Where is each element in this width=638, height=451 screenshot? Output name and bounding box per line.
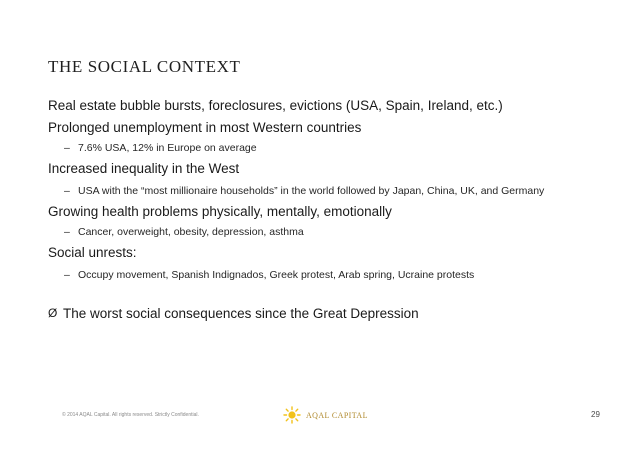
sub-bullet-dash: – <box>64 269 70 281</box>
sub-bullet-dash: – <box>64 185 70 197</box>
conclusion <box>48 304 608 323</box>
sub-bullet-text: Occupy movement, Spanish Indignados, Greek protest, Arab spring, Ucraine protests <box>78 269 475 281</box>
sub-bullet-text: 7.6% USA, 12% in Europe on average <box>78 142 257 154</box>
conclusion-text: The worst social consequences since the Great Depression <box>63 306 419 321</box>
title-divider <box>48 84 618 85</box>
company-logo <box>283 406 368 424</box>
page-number: 29 <box>591 410 600 419</box>
slide-title: THE SOCIAL CONTEXT <box>48 57 241 76</box>
arrow-bullet-icon: Ø <box>48 306 58 320</box>
bullet-social-unrests: Social unrests: <box>48 245 137 260</box>
sub-bullet-dash: – <box>64 226 70 238</box>
sub-bullet-inequality <box>48 183 608 199</box>
sub-bullet-social-unrests <box>48 267 608 283</box>
bullet-real-estate: Real estate bubble bursts, foreclosures, evictions (USA, Spain, Ireland, etc.) <box>48 98 503 113</box>
logo-text: AQAL CAPITAL <box>306 410 368 420</box>
sub-bullet-dash: – <box>64 142 70 154</box>
sub-bullet-unemployment <box>48 140 608 156</box>
bullet-list <box>48 96 608 323</box>
sun-icon <box>283 406 301 424</box>
copyright-notice: © 2014 AQAL Capital. All rights reserved. Strictly Confidential. <box>62 412 199 418</box>
sub-bullet-text: USA with the “most millionaire households” in the world followed by Japan, China, UK, and Germany <box>78 185 545 197</box>
slide-footer <box>0 404 638 428</box>
bullet-health: Growing health problems physically, mentally, emotionally <box>48 204 392 219</box>
bullet-inequality: Increased inequality in the West <box>48 161 240 176</box>
bullet-unemployment: Prolonged unemployment in most Western countries <box>48 120 362 135</box>
sub-bullet-health <box>48 224 608 240</box>
sub-bullet-text: Cancer, overweight, obesity, depression, asthma <box>78 226 304 238</box>
